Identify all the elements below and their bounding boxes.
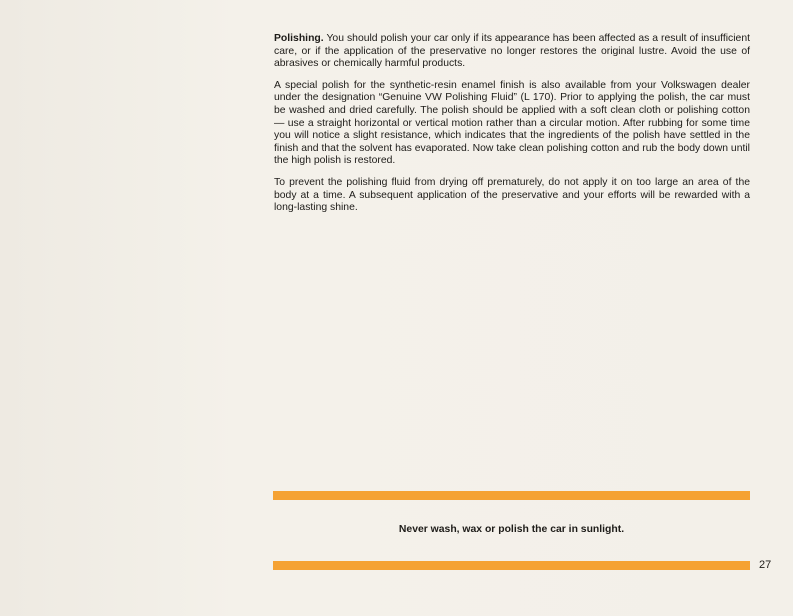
polishing-paragraph-1 [274, 33, 750, 71]
paragraph-text: You should polish your car only if its appearance has been affected as a result of insufficient care, or if the application of the preservative no longer restores the original lustre. Avoid the use of abrasives or chemically harmful products. [274, 33, 750, 70]
page-number: 27 [759, 559, 772, 571]
body-text-column [274, 33, 750, 224]
polishing-paragraph-3: To prevent the polishing fluid from drying off prematurely, do not apply it on too large an area of the body at a time. A subsequent application of the preservative and your efforts will be rewarded with a long-lasting shine. [274, 176, 750, 214]
warning-top-bar [273, 491, 750, 500]
warning-bottom-bar [273, 561, 750, 570]
section-heading: Polishing. [274, 33, 324, 44]
polishing-paragraph-2: A special polish for the synthetic-resin enamel finish is also available from your Volkswagen dealer under the designation “Genuine VW Polishing Fluid” (L 170). Prior to applying the polish, the car must be washed and dried carefully. The polish should be applied with a soft clean cloth or polishing cotton — use a straight horizontal or vertical motion rather than a circular motion. After rubbing for some time you will notice a slight resistance, which indicates that the ingredients of the polish have settled in the finish and that the solvent has evaporated. Now take clean polishing cotton and rub the body down until the high polish is restored. [274, 79, 750, 167]
warning-note: Never wash, wax or polish the car in sunlight. [398, 524, 625, 535]
